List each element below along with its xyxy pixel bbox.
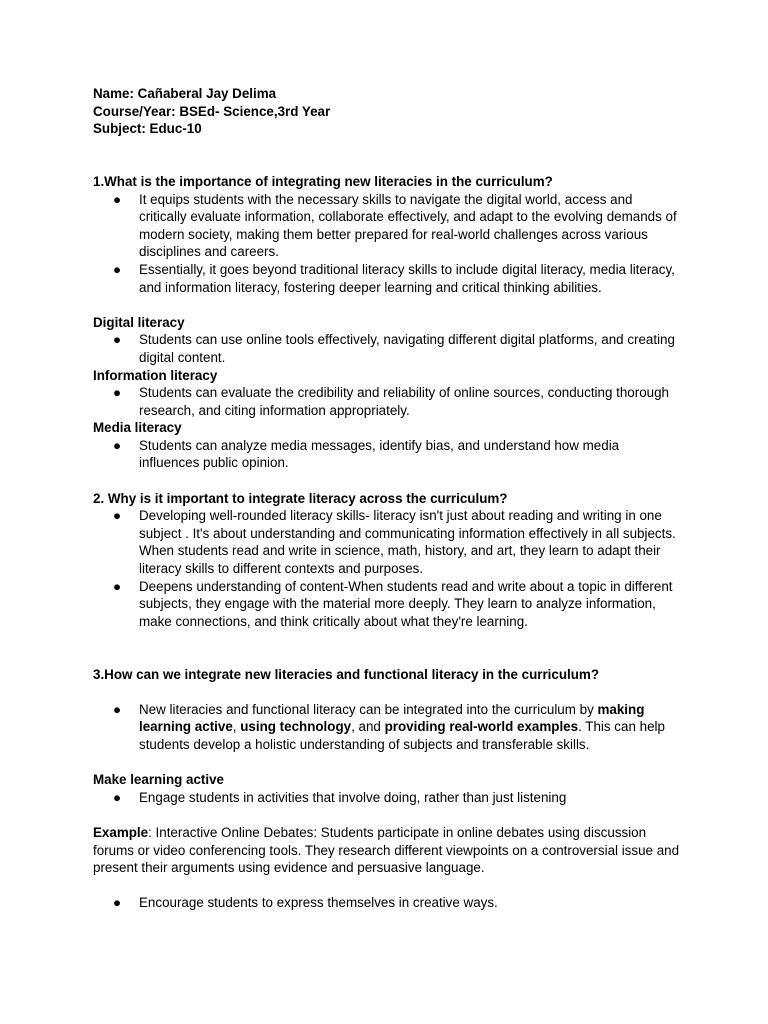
section-heading: Make learning active	[93, 772, 224, 788]
section-heading: Media literacy	[93, 420, 182, 436]
question-2-list	[93, 507, 683, 630]
list-item: ● Essentially, it goes beyond traditional literacy skills to include digital literacy, media literacy, and information literacy, fostering deeper learning and critical thinking abilities.	[113, 261, 675, 295]
question-3-list	[93, 701, 683, 754]
list-item: ● Deepens understanding of content-When students read and write about a topic in different subjects, they engage with the material more deeply. They learn to analyze information, make connections, and think critically about what they're learning.	[113, 578, 673, 629]
section-heading: Information literacy	[93, 367, 218, 383]
list-item: ● It equips students with the necessary skills to navigate the digital world, access and critically evaluate information, collaborate effectively, and adapt to the evolving demands of modern society, making them better prepared for real-world challenges across various disciplines and careers.	[113, 191, 677, 260]
bullet-icon: ●	[113, 895, 122, 911]
section-heading: Digital literacy	[93, 314, 185, 330]
document-page	[93, 85, 683, 912]
bullet-icon: ●	[113, 508, 122, 524]
bullet-icon: ●	[113, 261, 122, 277]
bullet-icon: ●	[113, 789, 122, 805]
bullet-icon: ●	[113, 701, 122, 717]
list-item: ● Students can analyze media messages, identify bias, and understand how media influences public opinion.	[113, 437, 620, 471]
question-3: 3.How can we integrate new literacies and functional literacy in the curriculum?	[93, 666, 600, 682]
example-label: Example	[93, 824, 149, 840]
question-2: 2. Why is it important to integrate literacy across the curriculum?	[93, 490, 508, 506]
list-item: ● Developing well-rounded literacy skills- literacy isn't just about reading and writing in one subject . It's about understanding and communicating information effectively in all subjects. When students read and write in science, math, history, and art, they learn to adapt their literacy skills to different contexts and purposes.	[113, 508, 676, 577]
student-name: Name: Cañaberal Jay Delima	[93, 86, 277, 101]
list-item: ● Students can use online tools effectively, navigating different digital platforms, and creating digital content.	[113, 332, 675, 365]
list-item: ● Engage students in activities that involve doing, rather than just listening	[113, 789, 567, 805]
bullet-icon: ●	[113, 578, 122, 594]
list-item: ● New literacies and functional literacy can be integrated into the curriculum by making learning active, using technology, and providing real-world examples. This can help students develop a holistic understanding of subjects and transferable skills.	[113, 701, 665, 752]
course-year: Course/Year: BSEd- Science,3rd Year	[93, 103, 331, 119]
bullet-icon: ●	[113, 437, 122, 453]
subject: Subject: Educ-10	[93, 121, 202, 137]
question-1-list	[93, 191, 683, 297]
question-1: 1.What is the importance of integrating new literacies in the curriculum?	[93, 173, 553, 189]
example-paragraph: Example: Interactive Online Debates: Students participate in online debates using discussion forums or video conferencing tools. They research different viewpoints on a controversial issue and present their arguments using evidence and persuasive language.	[93, 824, 680, 876]
list-item: ● Students can evaluate the credibility and reliability of online sources, conducting thorough research, and citing information appropriately.	[113, 385, 670, 418]
list-item: ● Encourage students to express themselves in creative ways.	[113, 895, 498, 911]
bullet-icon: ●	[113, 191, 122, 207]
bullet-icon: ●	[113, 385, 122, 401]
bullet-icon: ●	[113, 332, 122, 348]
